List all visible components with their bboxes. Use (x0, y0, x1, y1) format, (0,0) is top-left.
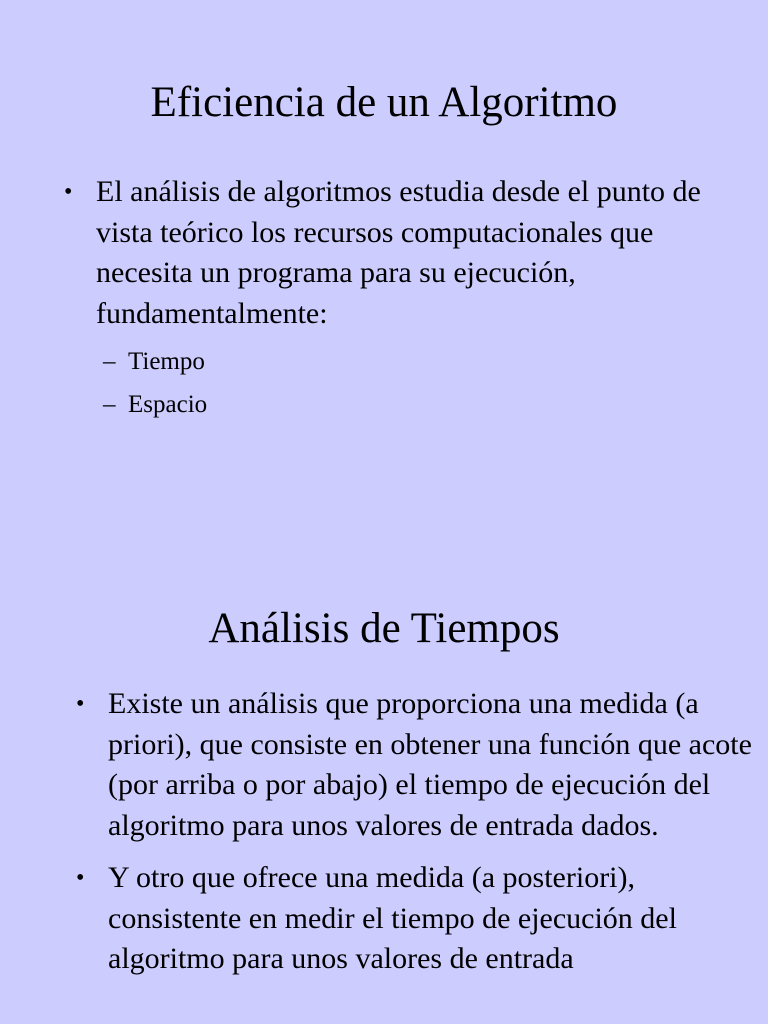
bullet-text: Y otro que ofrece una medida (a posteriori), consistente en medir el tiempo de ejecución del algoritmo para unos valores de entrada (108, 861, 677, 975)
slide-analisis-tiempos (0, 560, 768, 1024)
sub-bullet-text: Espacio (128, 391, 208, 418)
bullet-marker: • (76, 691, 85, 717)
bullet-text: Existe un análisis que proporciona una medida (a priori), que consiste en obtener una función que acote (por arriba o por abajo) el tiempo de ejecución del algoritmo para unos valores de entrada dados. (108, 687, 752, 842)
slide-title: Análisis de Tiempos (208, 605, 560, 652)
slide-title: Eficiencia de un Algoritmo (150, 79, 618, 126)
bullet-text: El análisis de algoritmos estudia desde el punto de vista teórico los recursos computacionales que necesita un programa para su ejecución, fundamentalmente: (96, 175, 701, 330)
sub-bullet-marker: – (103, 348, 116, 375)
bullet-list (64, 172, 754, 438)
bullet-item (64, 172, 754, 426)
sub-bullet-marker: – (103, 391, 116, 418)
bullet-marker: • (76, 865, 85, 891)
bullet-item (76, 858, 756, 980)
sub-bullet-list (96, 340, 754, 426)
sub-bullet-item (96, 383, 754, 426)
sub-bullet-item (96, 340, 754, 383)
bullet-marker: • (64, 179, 73, 205)
bullet-list (76, 684, 756, 992)
bullet-item (76, 684, 756, 846)
sub-bullet-text: Tiempo (128, 348, 205, 375)
